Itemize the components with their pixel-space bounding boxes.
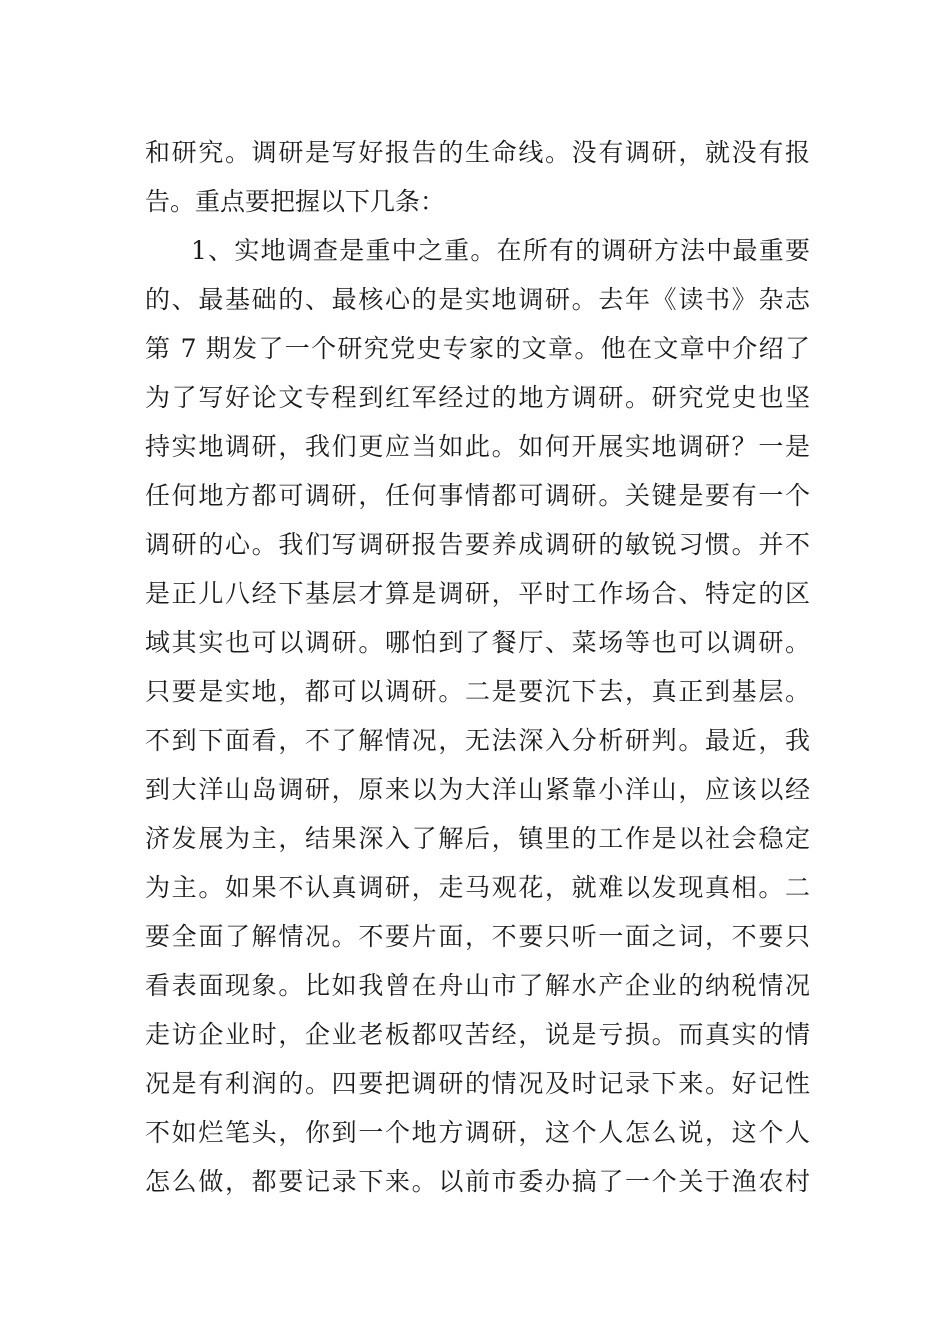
text-line: 的、最基础的、最核心的是实地调研。去年《读书》杂志 xyxy=(145,285,810,314)
text-line: 为了写好论文专程到红军经过的地方调研。研究党史也坚 xyxy=(145,383,810,412)
text-line: 济发展为主，结果深入了解后，镇里的工作是以社会稳定 xyxy=(145,824,810,853)
text-line: 和研究。调研是写好报告的生命线。没有调研，就没有报 xyxy=(145,138,810,167)
body-text xyxy=(145,128,810,1206)
text-line: 域其实也可以调研。哪怕到了餐厅、菜场等也可以调研。 xyxy=(145,628,810,657)
text-line: 怎么做，都要记录下来。以前市委办搞了一个关于渔农村 xyxy=(145,1167,810,1196)
text-line: 调研的心。我们写调研报告要养成调研的敏锐习惯。并不 xyxy=(145,530,810,559)
text-line: 是正儿八经下基层才算是调研，平时工作场合、特定的区 xyxy=(145,579,810,608)
text-line: 任何地方都可调研，任何事情都可调研。关键是要有一个 xyxy=(145,481,810,510)
text-line: 不如烂笔头，你到一个地方调研，这个人怎么说，这个人 xyxy=(145,1118,810,1147)
text-line: 持实地调研，我们更应当如此。如何开展实地调研？一是 xyxy=(145,432,810,461)
text-line: 要全面了解情况。不要片面，不要只听一面之词，不要只 xyxy=(145,922,810,951)
text-line: 不到下面看，不了解情况，无法深入分析研判。最近，我 xyxy=(145,726,810,755)
text-line: 走访企业时，企业老板都叹苦经，说是亏损。而真实的情 xyxy=(145,1020,810,1049)
paragraph-first-line: 1、实地调查是重中之重。在所有的调研方法中最重要 xyxy=(191,236,810,265)
text-line: 到大洋山岛调研，原来以为大洋山紧靠小洋山，应该以经 xyxy=(145,775,810,804)
text-line: 只要是实地，都可以调研。二是要沉下去，真正到基层。 xyxy=(145,677,810,706)
text-line: 告。重点要把握以下几条： xyxy=(145,187,446,216)
text-line: 况是有利润的。四要把调研的情况及时记录下来。好记性 xyxy=(145,1069,810,1098)
text-line: 为主。如果不认真调研，走马观花，就难以发现真相。二 xyxy=(145,873,810,902)
text-line: 第 7 期发了一个研究党史专家的文章。他在文章中介绍了 xyxy=(145,334,810,363)
text-line: 看表面现象。比如我曾在舟山市了解水产企业的纳税情况 xyxy=(145,971,810,1000)
